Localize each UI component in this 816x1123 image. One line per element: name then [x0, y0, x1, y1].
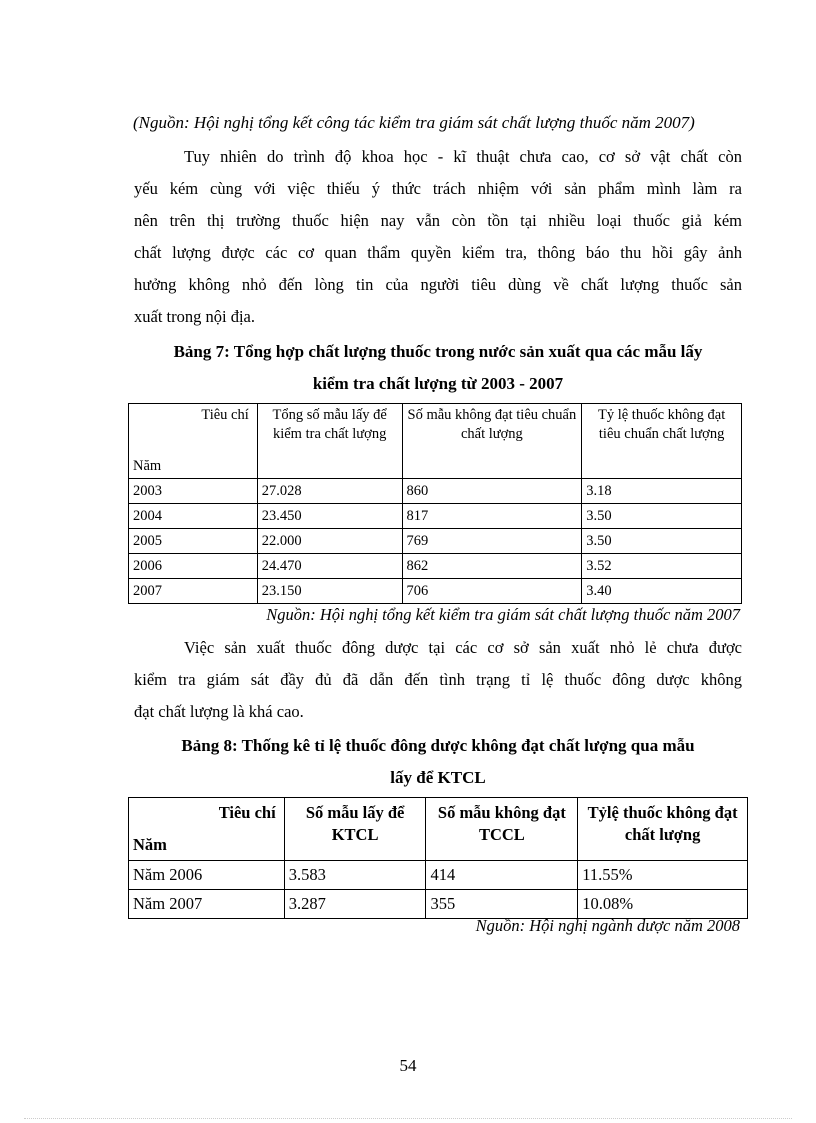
table-row	[129, 890, 748, 919]
table-row	[129, 479, 742, 504]
table-cell: 355	[426, 890, 578, 919]
table-cell: 3.287	[284, 890, 426, 919]
table-cell: 862	[402, 554, 582, 579]
table-row	[129, 554, 742, 579]
table-cell: 2004	[129, 504, 258, 529]
table8-header-cell: Số mẫu lấy để KTCL	[284, 798, 426, 861]
corner-year-label: Năm	[133, 835, 167, 854]
table-cell: 860	[402, 479, 582, 504]
table7-header-cell: Tổng số mẫu lấy để kiểm tra chất lượng	[257, 404, 402, 479]
table-cell: 23.150	[257, 579, 402, 604]
table8-corner-cell	[129, 798, 285, 861]
table7-corner-cell	[129, 404, 258, 479]
paragraph-line: Tuy nhiên do trình độ khoa học - kĩ thuật chưa cao, cơ sở vật chất còn	[184, 147, 742, 166]
page-divider	[24, 1118, 792, 1119]
table-cell: 3.52	[582, 554, 742, 579]
table-cell: 2005	[129, 529, 258, 554]
table7-header-cell: Số mẫu không đạt tiêu chuẩn chất lượng	[402, 404, 582, 479]
table8-header-cell: Số mẫu không đạt TCCL	[426, 798, 578, 861]
table7-header-row	[129, 404, 742, 479]
table7-header-cell: Tỷ lệ thuốc không đạt tiêu chuẩn chất lượng	[582, 404, 742, 479]
table7	[128, 403, 742, 604]
table7-source: Nguồn: Hội nghị tổng kết kiểm tra giám sát chất lượng thuốc năm 2007	[266, 605, 740, 624]
table-cell: 24.470	[257, 554, 402, 579]
table-row	[129, 504, 742, 529]
paragraph-line: Việc sản xuất thuốc đông dược tại các cơ sở sản xuất nhỏ lẻ chưa được	[184, 638, 742, 657]
table-cell: 414	[426, 861, 578, 890]
paragraph-1	[134, 141, 742, 333]
table-cell: 3.18	[582, 479, 742, 504]
table-cell: 3.583	[284, 861, 426, 890]
paragraph-line: hưởng không nhỏ đến lòng tin của người tiêu dùng về chất lượng thuốc sản	[134, 275, 742, 294]
paragraph-line: đạt chất lượng là khá cao.	[134, 702, 304, 721]
table-cell: 10.08%	[578, 890, 748, 919]
table-cell: 27.028	[257, 479, 402, 504]
table-cell: Năm 2006	[129, 861, 285, 890]
table-cell: 706	[402, 579, 582, 604]
corner-criteria-label: Tiêu chí	[201, 407, 249, 423]
source-note-top: (Nguồn: Hội nghị tổng kết công tác kiểm tra giám sát chất lượng thuốc năm 2007)	[133, 113, 695, 132]
paragraph-line: yếu kém cùng với việc thiếu ý thức trách nhiệm với sản phẩm mình làm ra	[134, 179, 742, 198]
table-cell: 2006	[129, 554, 258, 579]
table8-source: Nguồn: Hội nghị ngành dược năm 2008	[475, 916, 740, 935]
table-cell: 3.50	[582, 504, 742, 529]
paragraph-line: chất lượng được các cơ quan thẩm quyền kiểm tra, thông báo thu hồi gây ảnh	[134, 243, 742, 262]
table-cell: 2003	[129, 479, 258, 504]
table8-header-row	[129, 798, 748, 861]
table-row	[129, 861, 748, 890]
table7-caption	[128, 336, 748, 400]
table-cell: 23.450	[257, 504, 402, 529]
paragraph-line: kiểm tra giám sát đầy đủ đã dẫn đến tình trạng tỉ lệ thuốc đông dược không	[134, 670, 742, 689]
corner-criteria-label: Tiêu chí	[218, 803, 276, 822]
paragraph-line: xuất trong nội địa.	[134, 307, 255, 326]
table7-caption-line2: kiểm tra chất lượng từ 2003 - 2007	[312, 374, 564, 393]
corner-year-label: Năm	[133, 458, 162, 474]
table8-caption-line1: Bảng 8: Thống kê tỉ lệ thuốc đông dược không đạt chất lượng qua mẫu	[181, 736, 695, 755]
paragraph-line: nên trên thị trường thuốc hiện nay vẫn còn tồn tại nhiều loại thuốc giả kém	[134, 211, 742, 230]
table8-caption	[128, 730, 748, 794]
table-cell: 3.50	[582, 529, 742, 554]
table8-caption-line2: lấy để KTCL	[390, 768, 486, 787]
table7-caption-line1: Bảng 7: Tổng hợp chất lượng thuốc trong nước sản xuất qua các mẫu lấy	[173, 342, 703, 361]
table-cell: 22.000	[257, 529, 402, 554]
table8-header-cell: Tỷlệ thuốc không đạt chất lượng	[578, 798, 748, 861]
table-cell: 3.40	[582, 579, 742, 604]
table-cell: 769	[402, 529, 582, 554]
table-cell: Năm 2007	[129, 890, 285, 919]
table-row	[129, 579, 742, 604]
table-cell: 817	[402, 504, 582, 529]
table-cell: 2007	[129, 579, 258, 604]
page-number: 54	[399, 1056, 417, 1075]
table8	[128, 797, 748, 919]
paragraph-2	[134, 632, 742, 728]
table-cell: 11.55%	[578, 861, 748, 890]
table-row	[129, 529, 742, 554]
